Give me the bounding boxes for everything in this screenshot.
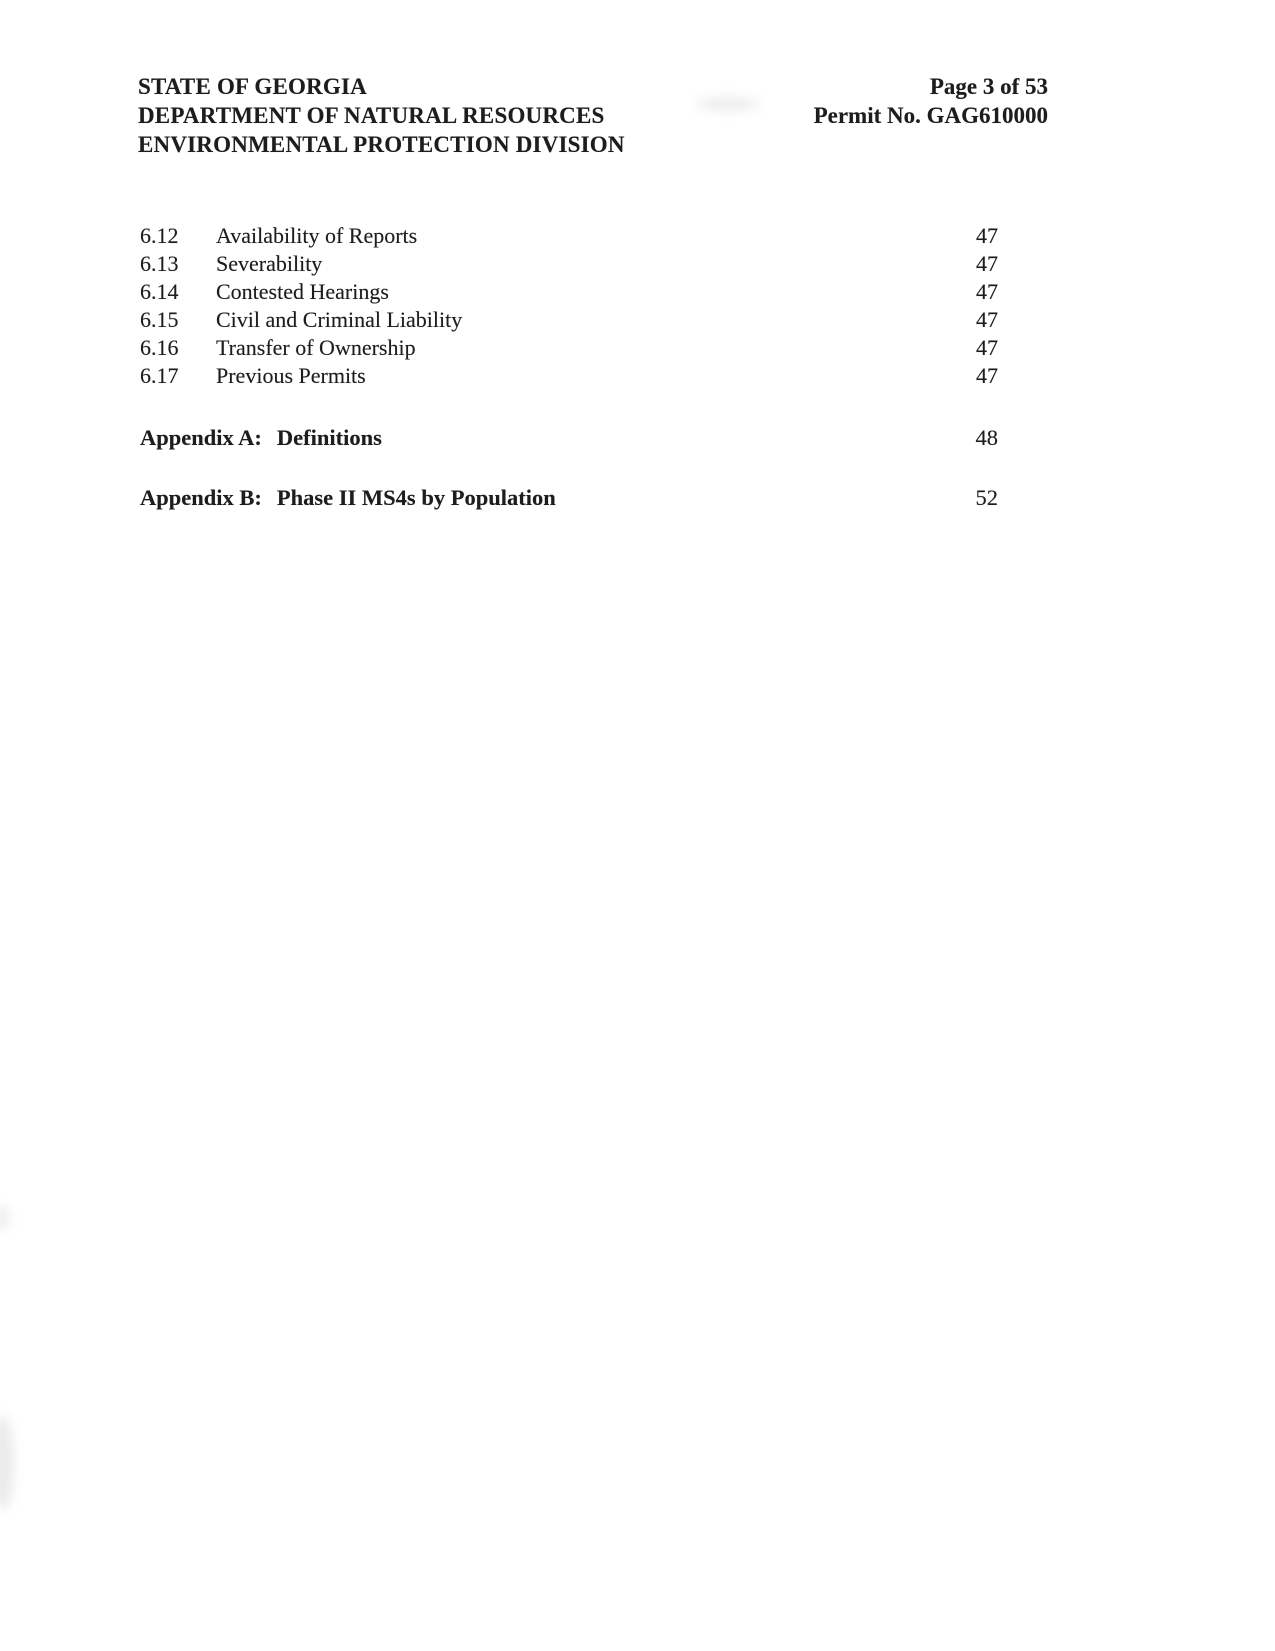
toc-entry-page: 47 <box>976 223 998 248</box>
toc-entry <box>140 306 998 334</box>
toc-entry-title: Previous Permits <box>216 363 366 388</box>
toc-entry-title: Civil and Criminal Liability <box>216 307 463 332</box>
toc-entry <box>140 250 998 278</box>
toc-entry-number: 6.15 <box>140 307 179 332</box>
toc-entry <box>140 362 998 390</box>
toc-entry <box>140 222 998 250</box>
scan-artifact <box>696 96 760 112</box>
header-line-department: DEPARTMENT OF NATURAL RESOURCES <box>138 103 605 128</box>
toc-entry-title: Contested Hearings <box>216 279 389 304</box>
toc-entry-page: 47 <box>976 279 998 304</box>
scan-artifact <box>0 1205 10 1231</box>
appendix-title: Phase II MS4s by Population <box>276 485 556 510</box>
toc-entry <box>140 278 998 306</box>
page-number-label: Page 3 of 53 <box>929 74 1048 99</box>
appendix-entry <box>140 484 998 512</box>
page-permit-header <box>814 72 1048 130</box>
table-of-contents <box>140 222 998 390</box>
toc-entry-page: 47 <box>976 363 998 388</box>
toc-entry-title: Severability <box>216 251 323 276</box>
agency-header <box>138 72 625 159</box>
appendix-label: Appendix B: <box>140 485 262 510</box>
toc-entry-number: 6.16 <box>140 335 179 360</box>
toc-entry-number: 6.13 <box>140 251 179 276</box>
permit-number-label: Permit No. GAG610000 <box>813 103 1048 128</box>
toc-entry-page: 47 <box>976 251 998 276</box>
toc-entry-number: 6.12 <box>140 223 179 248</box>
appendix-label: Appendix A: <box>140 425 262 450</box>
toc-entry <box>140 334 998 362</box>
appendix-page: 48 <box>975 425 998 450</box>
appendix-page: 52 <box>975 485 998 510</box>
toc-entry-title: Availability of Reports <box>216 223 418 248</box>
scan-artifact <box>0 1415 14 1510</box>
appendix-title: Definitions <box>276 425 382 450</box>
toc-entry-number: 6.17 <box>140 363 179 388</box>
toc-entry-page: 47 <box>976 307 998 332</box>
toc-entry-number: 6.14 <box>140 279 179 304</box>
appendix-entry <box>140 424 998 452</box>
header-line-state: STATE OF GEORGIA <box>138 74 367 99</box>
toc-entry-title: Transfer of Ownership <box>216 335 416 360</box>
toc-entry-page: 47 <box>976 335 998 360</box>
header-line-division: ENVIRONMENTAL PROTECTION DIVISION <box>138 132 625 157</box>
